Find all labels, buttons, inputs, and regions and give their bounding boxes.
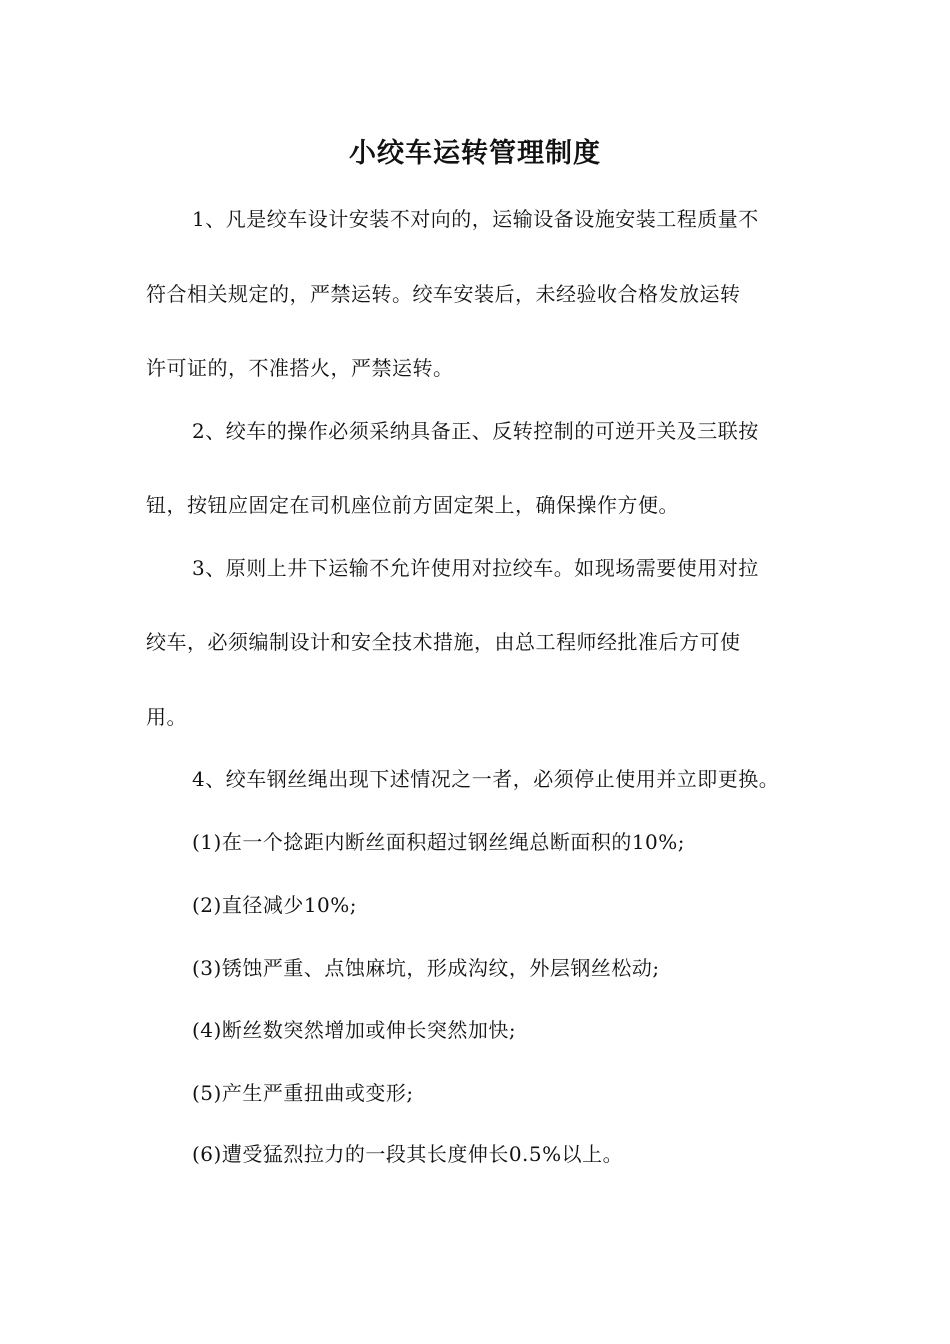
paragraph-1-line-3: 许可证的，不准搭火，严禁运转。 (146, 356, 454, 380)
list-item-1: (1)在一个捻距内断丝面积超过钢丝绳总断面积的10%; (192, 830, 686, 854)
paragraph-3-line-3: 用。 (146, 705, 187, 729)
document-title: 小绞车运转管理制度 (349, 138, 601, 169)
paragraph-1-line-2: 符合相关规定的，严禁运转。绞车安装后，未经验收合格发放运转 (146, 282, 741, 306)
paragraph-1-line-1: 1、凡是绞车设计安装不对向的，运输设备设施安装工程质量不 (192, 207, 759, 231)
list-item-4: (4)断丝数突然增加或伸长突然加快; (192, 1018, 517, 1042)
paragraph-3-line-2: 绞车，必须编制设计和安全技术措施，由总工程师经批准后方可使 (146, 630, 741, 654)
list-item-3: (3)锈蚀严重、点蚀麻坑，形成沟纹，外层钢丝松动; (192, 956, 660, 980)
paragraph-2-line-1: 2、绞车的操作必须采纳具备正、反转控制的可逆开关及三联按 (192, 419, 759, 443)
list-item-6: (6)遭受猛烈拉力的一段其长度伸长0.5%以上。 (192, 1142, 624, 1166)
list-item-2: (2)直径减少10%; (192, 893, 358, 917)
paragraph-4-line-1: 4、绞车钢丝绳出现下述情况之一者，必须停止使用并立即更换。 (192, 767, 780, 791)
paragraph-3-line-1: 3、原则上井下运输不允许使用对拉绞车。如现场需要使用对拉 (192, 556, 759, 580)
list-item-5: (5)产生严重扭曲或变形; (192, 1081, 414, 1105)
paragraph-2-line-2: 钮，按钮应固定在司机座位前方固定架上，确保操作方便。 (146, 493, 679, 517)
